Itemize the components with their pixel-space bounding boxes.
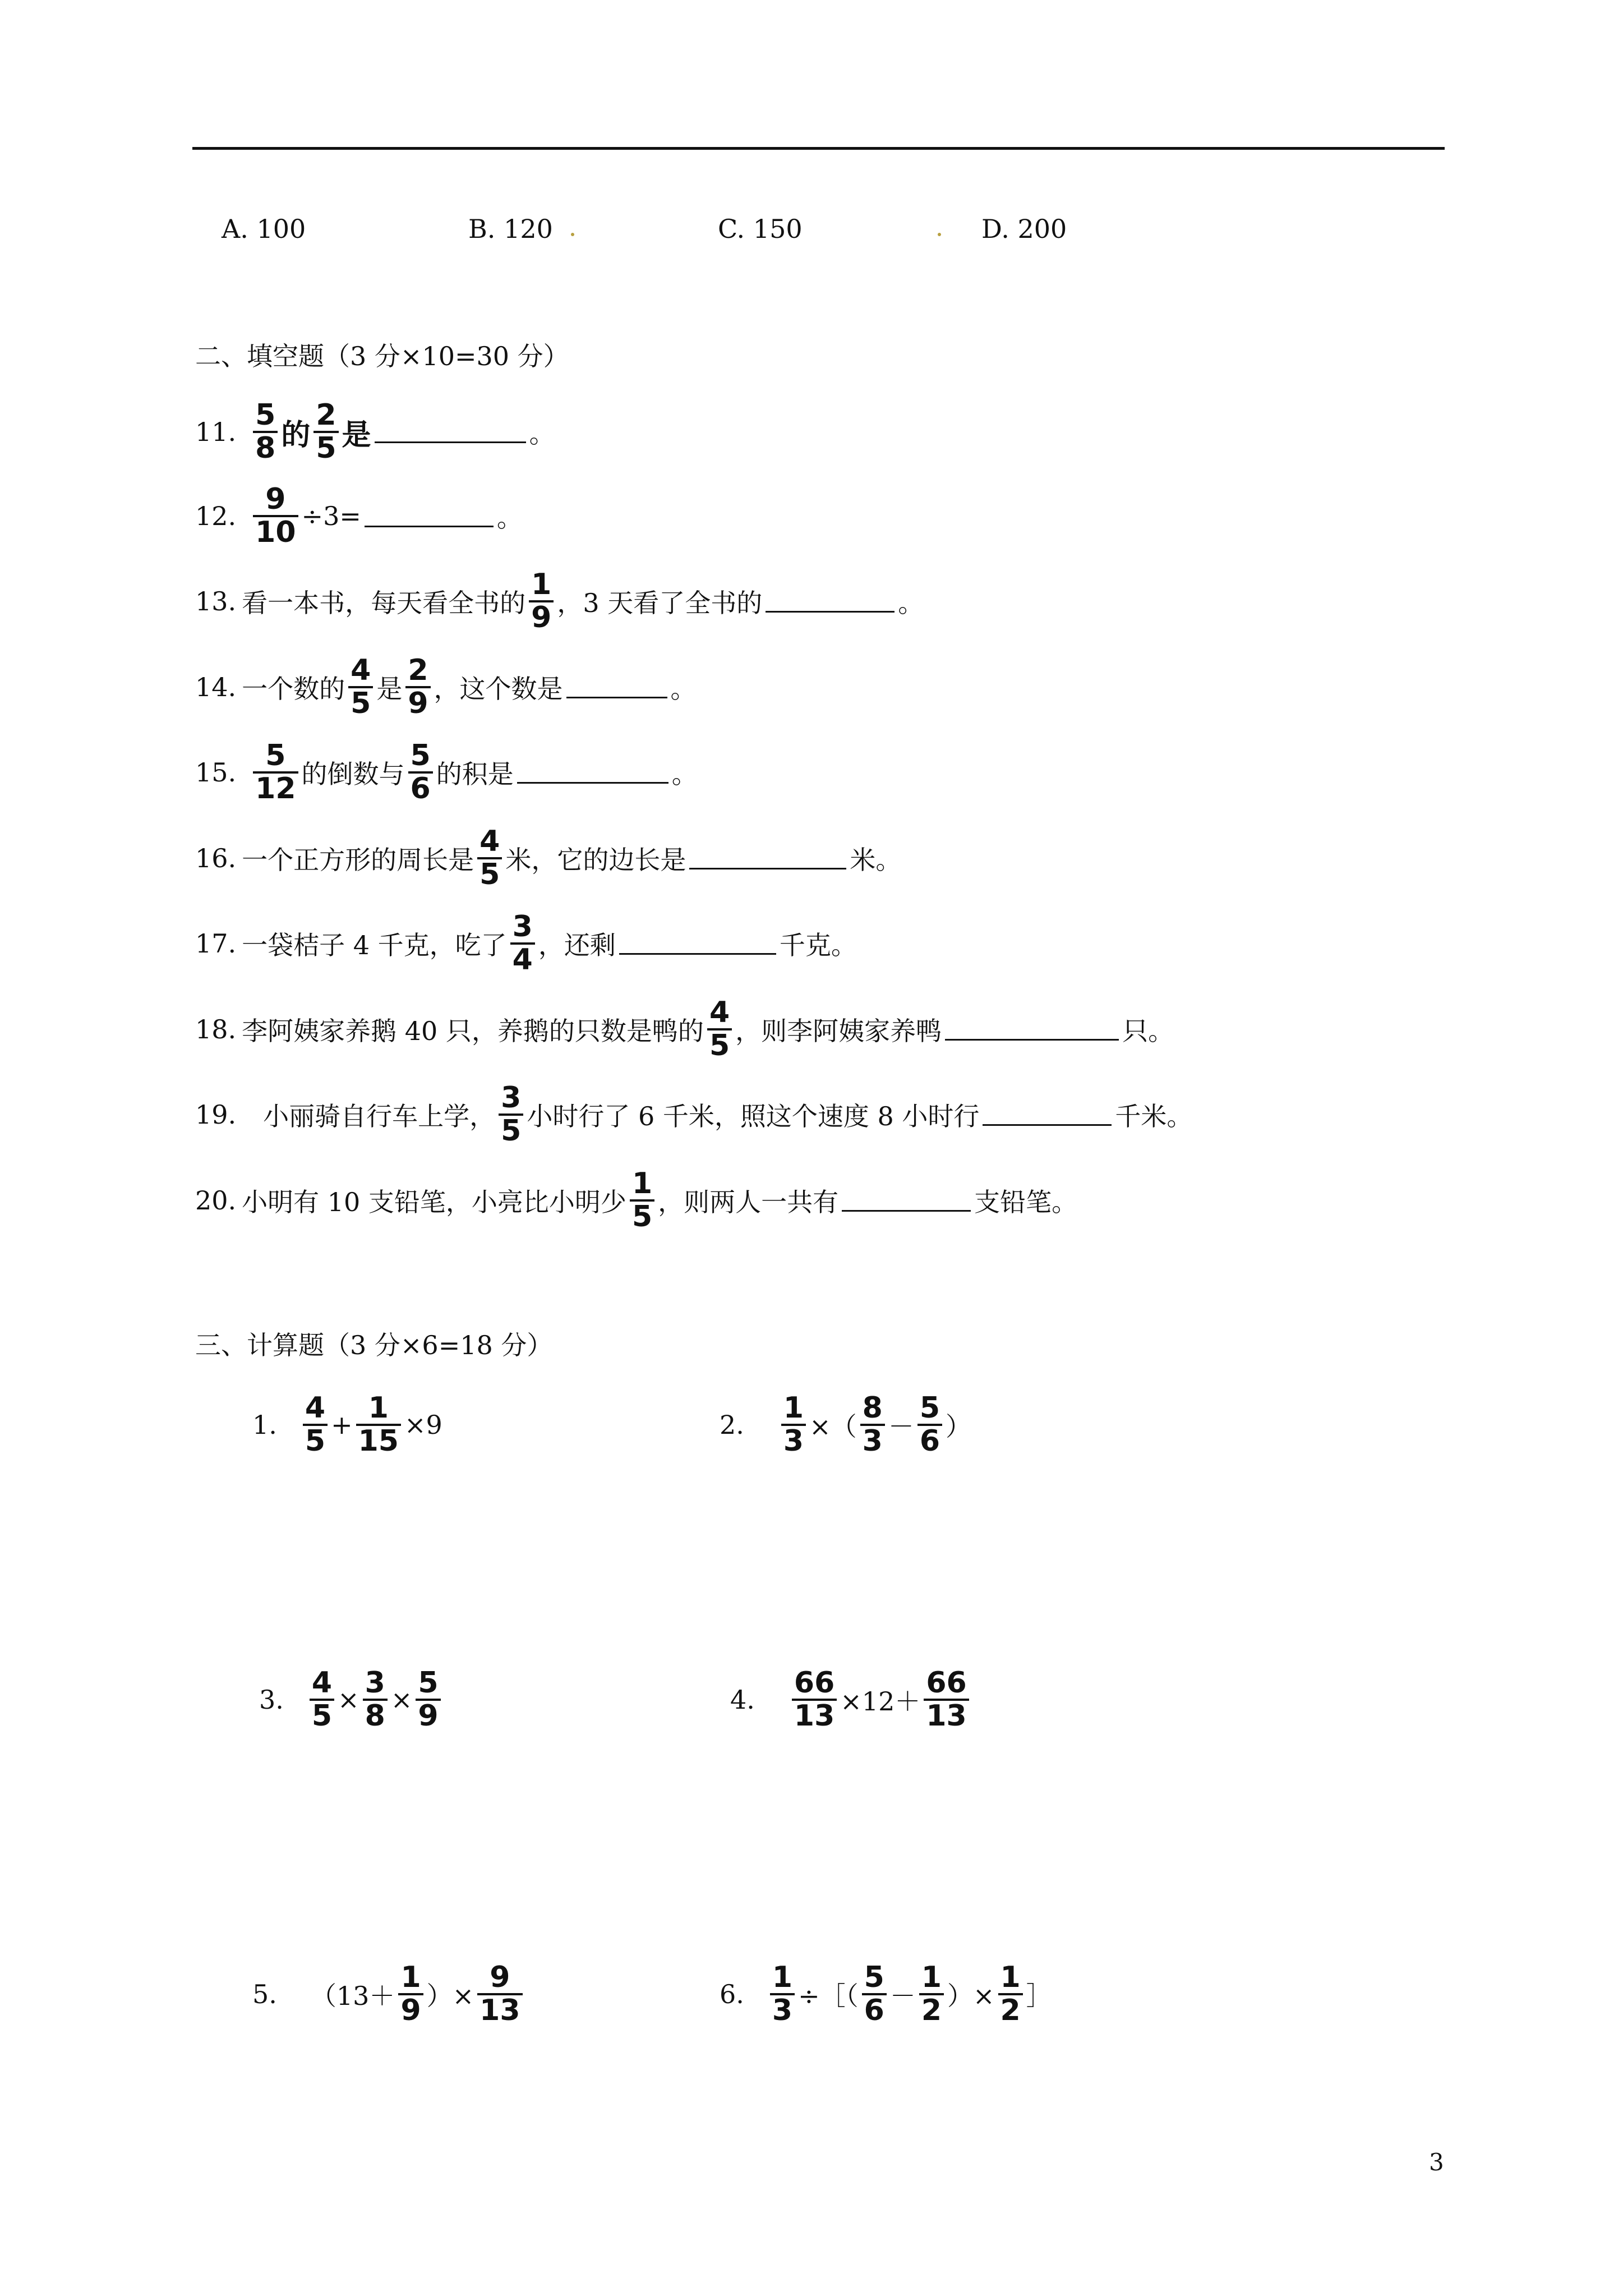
section-2-title: 二、填空题（3 分×10=30 分） bbox=[195, 341, 569, 371]
choice-d: D. 200 bbox=[981, 214, 1067, 244]
header-rule bbox=[192, 147, 1445, 150]
text: ，则李阿姨家养鸭 bbox=[735, 1016, 942, 1046]
problem-number: 5. bbox=[252, 1979, 277, 2009]
fraction: $\frac{2}{9}$ bbox=[405, 655, 430, 719]
question-13 bbox=[195, 565, 924, 638]
fraction: $\frac{4}{5}$ bbox=[348, 655, 373, 719]
fraction: $\frac{5}{6}$ bbox=[408, 740, 433, 804]
fraction: $\frac{66}{13}$ bbox=[924, 1668, 969, 1731]
text: 一个数的 bbox=[242, 674, 345, 704]
question-number: 20. bbox=[195, 1185, 237, 1216]
calc-problem-4 bbox=[730, 1660, 972, 1739]
question-17 bbox=[195, 907, 857, 980]
question-number: 14. bbox=[195, 672, 237, 702]
text: ）× bbox=[426, 1981, 474, 2011]
fraction: $\frac{9}{13}$ bbox=[477, 1962, 522, 2026]
answer-blank[interactable] bbox=[566, 697, 667, 698]
text: 。 bbox=[529, 418, 555, 449]
question-15 bbox=[195, 736, 698, 809]
text: 小明有 10 支铅笔，小亮比小明少 bbox=[242, 1187, 626, 1217]
text: 看一本书，每天看全书的 bbox=[242, 588, 526, 618]
text: ，还剩 bbox=[538, 930, 616, 960]
fraction: $\frac{1}{2}$ bbox=[919, 1962, 944, 2026]
text: ÷［（ bbox=[798, 1981, 859, 2011]
question-16 bbox=[195, 822, 901, 895]
fraction: $\frac{8}{3}$ bbox=[860, 1393, 885, 1456]
fraction: $\frac{1}{15}$ bbox=[356, 1393, 401, 1456]
text: 是 bbox=[376, 674, 403, 704]
fraction: $\frac{4}{5}$ bbox=[477, 826, 502, 890]
question-number: 19. bbox=[195, 1099, 237, 1130]
question-number: 13. bbox=[195, 586, 237, 616]
fraction: $\frac{3}{5}$ bbox=[499, 1083, 523, 1146]
question-number: 18. bbox=[195, 1014, 237, 1045]
operator: + bbox=[331, 1410, 353, 1440]
answer-blank[interactable] bbox=[375, 441, 526, 443]
fraction: $\frac{1}{5}$ bbox=[630, 1168, 654, 1232]
question-14 bbox=[195, 651, 697, 724]
answer-blank[interactable] bbox=[619, 953, 776, 955]
stray-dot bbox=[571, 233, 574, 236]
answer-blank[interactable] bbox=[517, 782, 668, 784]
text: 是 bbox=[342, 418, 371, 452]
text: ，则两人一共有 bbox=[658, 1187, 839, 1217]
fraction: $\frac{2}{5}$ bbox=[313, 400, 338, 463]
fraction: $\frac{66}{13}$ bbox=[792, 1668, 837, 1731]
fraction: $\frac{5}{6}$ bbox=[862, 1962, 887, 2026]
answer-blank[interactable] bbox=[766, 611, 895, 613]
section-3-title: 三、计算题（3 分×6=18 分） bbox=[195, 1330, 553, 1360]
answer-blank[interactable] bbox=[945, 1039, 1119, 1041]
question-number: 15. bbox=[195, 757, 237, 788]
text: （13＋ bbox=[310, 1981, 395, 2011]
fraction: $\frac{1}{9}$ bbox=[529, 569, 554, 633]
text: 一个正方形的周长是 bbox=[242, 845, 474, 875]
answer-blank[interactable] bbox=[842, 1210, 971, 1212]
choice-c: C. 150 bbox=[718, 214, 803, 244]
fraction: $\frac{5}{9}$ bbox=[416, 1668, 440, 1731]
question-20 bbox=[195, 1164, 1077, 1237]
fraction: $\frac{3}{8}$ bbox=[363, 1668, 388, 1731]
text: 的积是 bbox=[436, 759, 514, 789]
text: 的倒数与 bbox=[301, 759, 405, 789]
operator: － bbox=[888, 1411, 914, 1442]
calc-problem-1 bbox=[252, 1386, 442, 1464]
text: ×（ bbox=[809, 1411, 857, 1442]
calc-problem-5 bbox=[252, 1955, 526, 2033]
question-19 bbox=[195, 1078, 1192, 1151]
text: 。 bbox=[671, 759, 698, 789]
text: 。 bbox=[496, 503, 523, 533]
choice-a: A. 100 bbox=[222, 214, 306, 244]
text: 李阿姨家养鹅 40 只，养鹅的只数是鸭的 bbox=[242, 1016, 704, 1046]
text: ） bbox=[946, 1411, 971, 1442]
fraction: $\frac{4}{5}$ bbox=[707, 997, 732, 1061]
stray-dot bbox=[938, 233, 941, 236]
text: 小丽骑自行车上学， bbox=[263, 1101, 496, 1131]
text: 小时行了 6 千米，照这个速度 8 小时行 bbox=[527, 1101, 980, 1131]
text: ）× bbox=[947, 1981, 995, 2011]
text: 。 bbox=[670, 674, 697, 704]
problem-number: 2. bbox=[720, 1410, 744, 1440]
text: 千米。 bbox=[1115, 1101, 1193, 1131]
calc-problem-2 bbox=[720, 1386, 971, 1464]
fraction: $\frac{5}{8}$ bbox=[253, 400, 278, 463]
choice-b: B. 120 bbox=[468, 214, 553, 244]
question-number: 12. bbox=[195, 501, 237, 531]
text: 支铅笔。 bbox=[974, 1187, 1078, 1217]
answer-blank[interactable] bbox=[983, 1124, 1112, 1126]
text: 只。 bbox=[1122, 1016, 1174, 1046]
operator: － bbox=[889, 1981, 916, 2011]
fraction: $\frac{3}{4}$ bbox=[510, 912, 535, 975]
problem-number: 3. bbox=[259, 1685, 284, 1715]
page-number: 3 bbox=[1429, 2148, 1444, 2176]
fraction: $\frac{1}{9}$ bbox=[398, 1962, 423, 2026]
problem-number: 1. bbox=[252, 1410, 277, 1440]
calc-problem-3 bbox=[259, 1660, 444, 1739]
text: 一袋桔子 4 千克，吃了 bbox=[242, 930, 507, 960]
fraction: $\frac{4}{5}$ bbox=[310, 1668, 334, 1731]
question-number: 16. bbox=[195, 843, 237, 873]
text: 米。 bbox=[850, 845, 902, 875]
problem-number: 6. bbox=[720, 1979, 744, 2009]
text: 的 bbox=[281, 418, 311, 452]
text: ÷3= bbox=[301, 501, 361, 531]
question-11 bbox=[195, 395, 555, 468]
fraction: $\frac{1}{2}$ bbox=[998, 1962, 1023, 2026]
question-18 bbox=[195, 993, 1174, 1066]
text: ，3 天看了全书的 bbox=[557, 588, 763, 618]
fraction: $\frac{5}{12}$ bbox=[253, 740, 298, 804]
operator: × bbox=[338, 1685, 359, 1715]
fraction: $\frac{4}{5}$ bbox=[303, 1393, 328, 1456]
answer-blank[interactable] bbox=[365, 526, 494, 527]
problem-number: 4. bbox=[730, 1685, 755, 1715]
fraction: $\frac{9}{10}$ bbox=[253, 484, 298, 547]
question-number: 17. bbox=[195, 928, 237, 959]
fraction: $\frac{1}{3}$ bbox=[770, 1962, 795, 2026]
fraction: $\frac{5}{6}$ bbox=[917, 1393, 942, 1456]
text: 米，它的边长是 bbox=[505, 845, 686, 875]
text: ×9 bbox=[404, 1410, 442, 1440]
answer-blank[interactable] bbox=[689, 868, 846, 869]
text: ，这个数是 bbox=[434, 674, 563, 704]
text: 千克。 bbox=[779, 930, 857, 960]
text: ］ bbox=[1026, 1981, 1052, 2011]
operator: × bbox=[390, 1685, 413, 1715]
question-number: 11. bbox=[195, 417, 237, 447]
fraction: $\frac{1}{3}$ bbox=[781, 1393, 806, 1456]
text: ×12＋ bbox=[840, 1686, 921, 1717]
calc-problem-6 bbox=[720, 1955, 1052, 2033]
question-12 bbox=[195, 480, 523, 553]
text: 。 bbox=[898, 588, 924, 618]
